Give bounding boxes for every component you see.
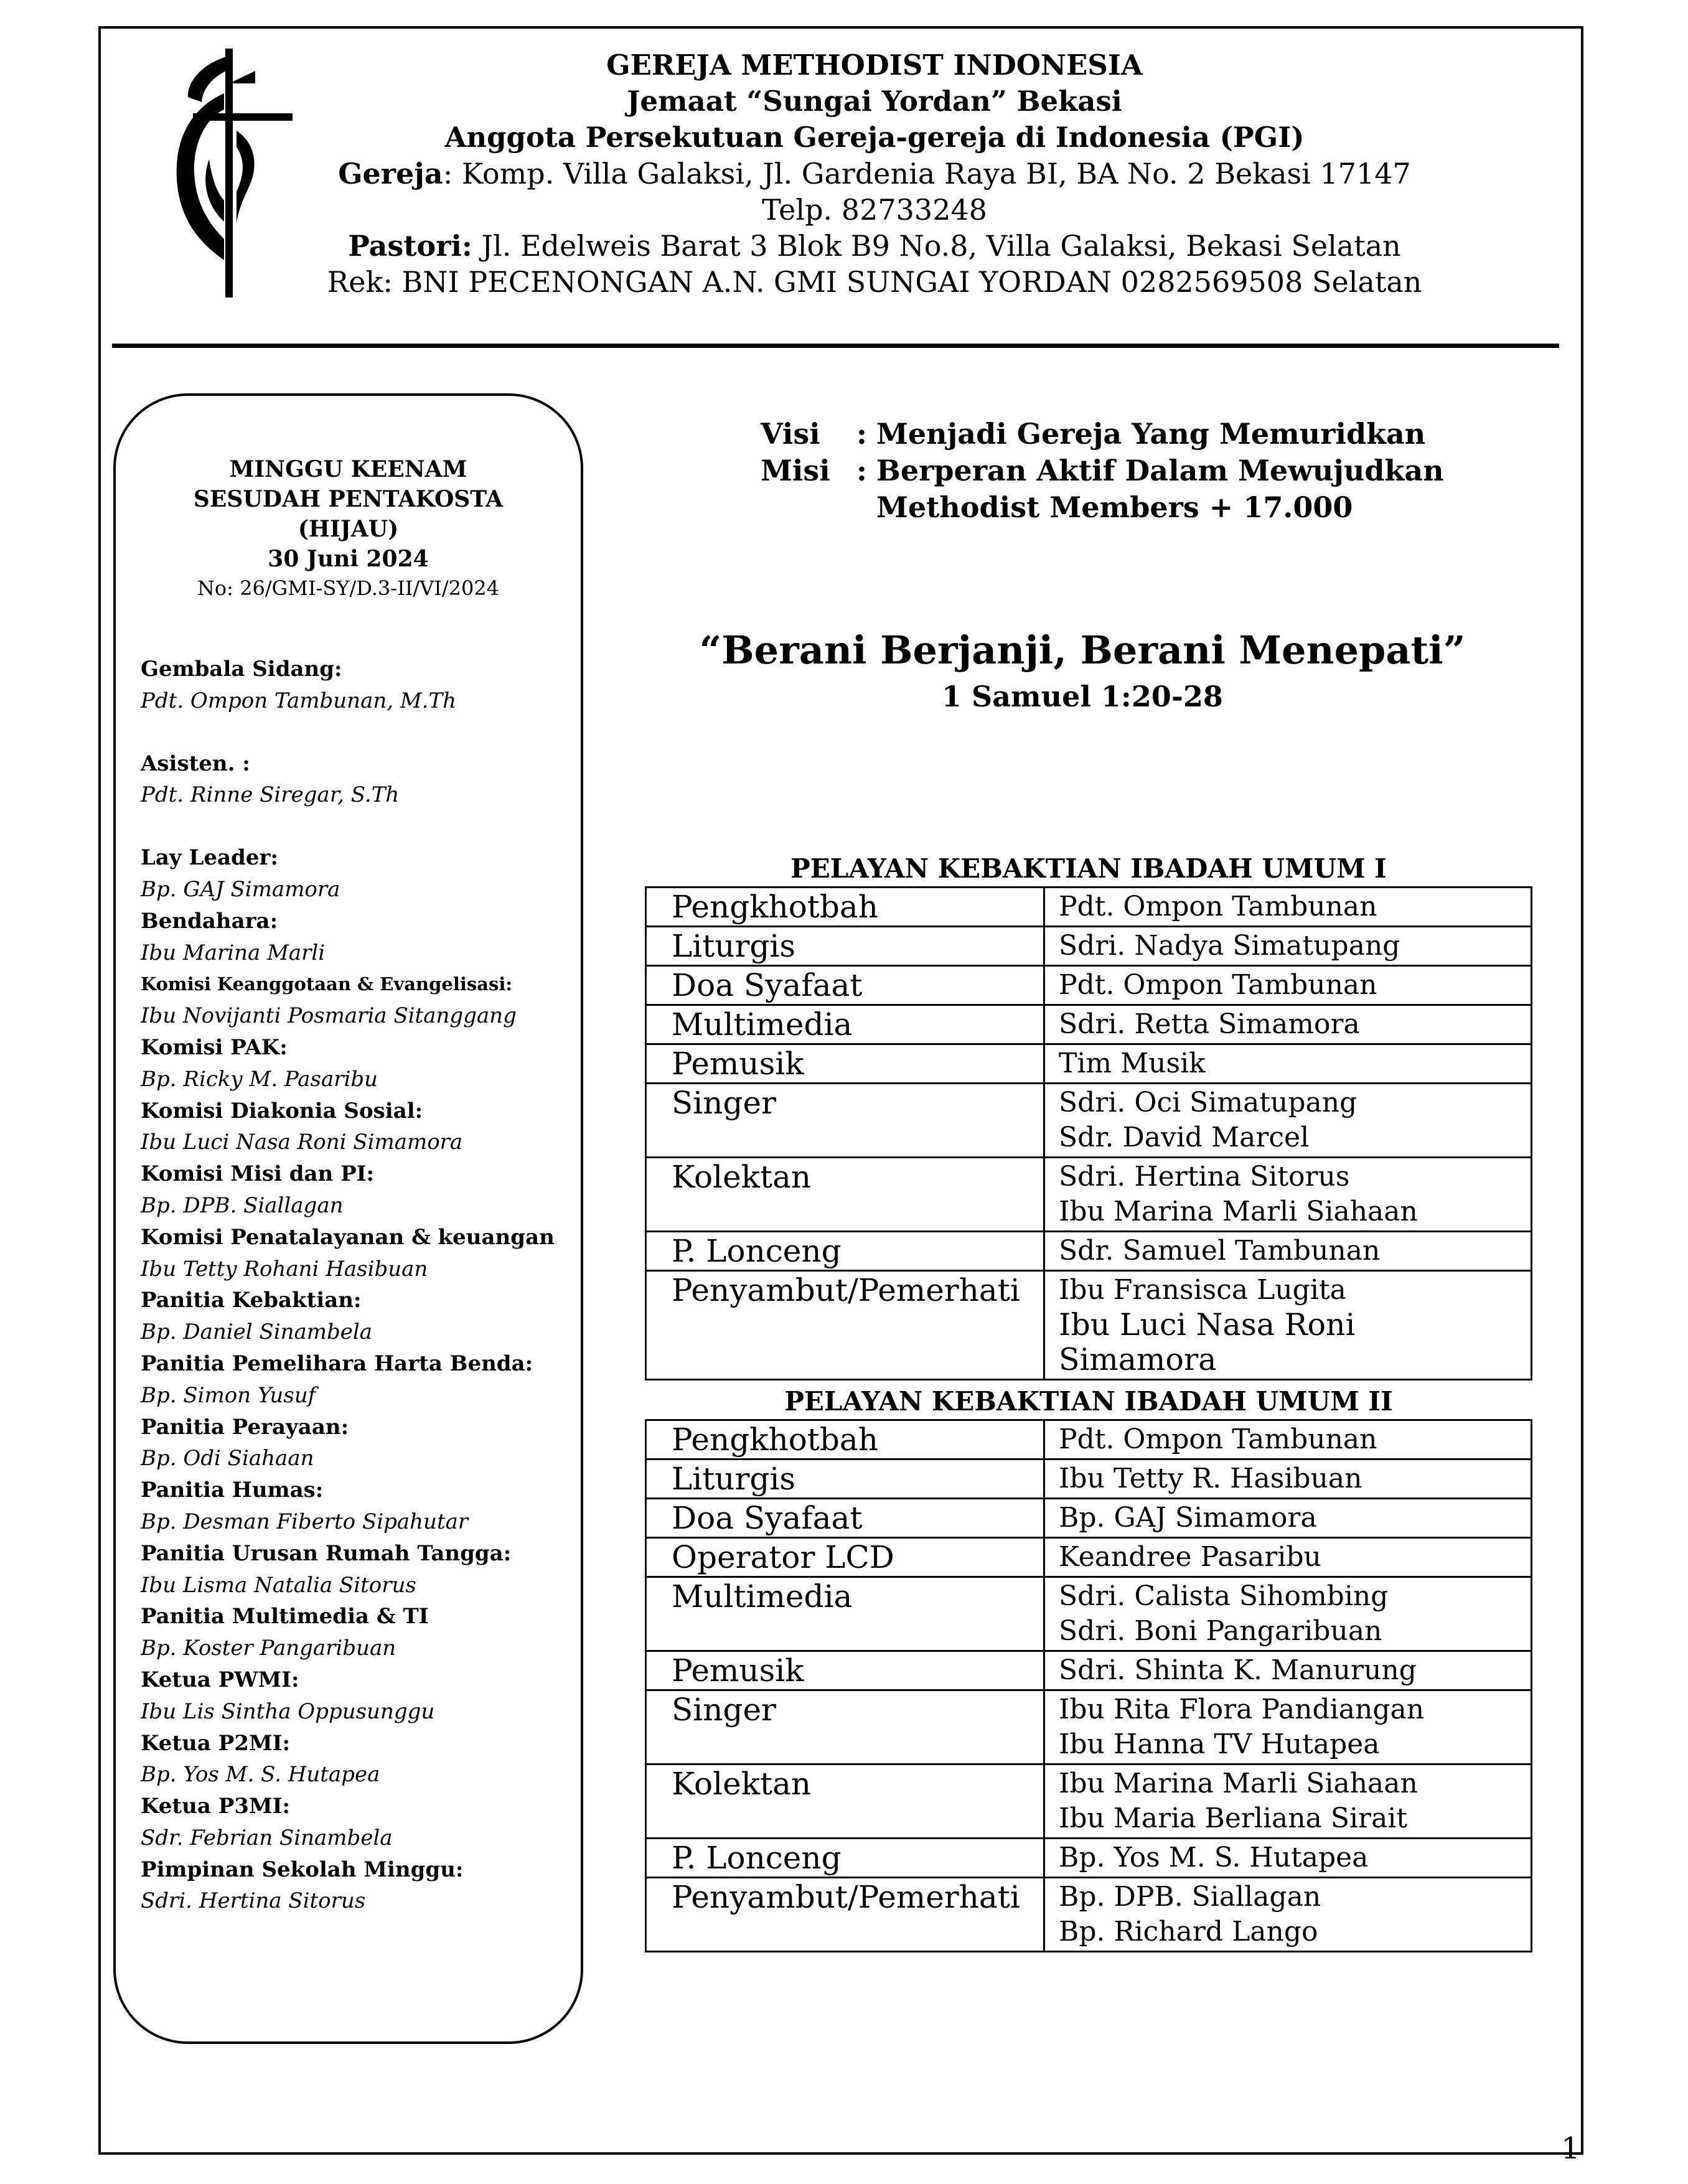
page-number: 1 <box>1561 2131 1580 2166</box>
staff-role: Panitia Kebaktian: <box>141 1288 362 1313</box>
role-cell: Penyambut/Pemerhati <box>646 1878 1044 1952</box>
role-cell: Pengkhotbah <box>646 1420 1044 1460</box>
person-name: Sdri. Shinta K. Manurung <box>1059 1654 1417 1686</box>
table-row <box>646 1499 1532 1538</box>
person-name: Ibu Marina Marli Siahaan <box>1059 1768 1418 1799</box>
table-row <box>646 1651 1532 1690</box>
staff-name: Bp. Daniel Sinambela <box>141 1319 373 1345</box>
person-name: Ibu Luci Nasa Roni Simamora <box>1059 1307 1356 1377</box>
role-cell: Liturgis <box>646 927 1044 966</box>
staff-name: Sdri. Hertina Sitorus <box>141 1888 366 1914</box>
role-cell: Multimedia <box>646 1577 1044 1651</box>
role-cell: Singer <box>646 1084 1044 1158</box>
person-name: Ibu Tetty R. Hasibuan <box>1059 1463 1362 1494</box>
role-cell: Singer <box>646 1690 1044 1765</box>
service-date: 30 Juni 2024 <box>268 546 429 572</box>
staff-name: Ibu Lis Sintha Oppusunggu <box>141 1699 435 1724</box>
service2-table <box>645 1419 1532 1952</box>
staff-name: Bp. Ricky M. Pasaribu <box>141 1066 378 1092</box>
staff-role: Panitia Humas: <box>141 1478 324 1503</box>
person-name: Sdri. Boni Pangaribuan <box>1059 1615 1382 1647</box>
staff-list <box>141 654 564 1917</box>
service1-title: PELAYAN KEBAKTIAN IBADAH UMUM I <box>790 853 1387 884</box>
role-cell: Liturgis <box>646 1460 1044 1499</box>
person-cell <box>1044 1839 1532 1878</box>
liturgical-week: MINGGU KEENAM <box>229 456 467 482</box>
table-row <box>646 1765 1532 1839</box>
role-cell: Multimedia <box>646 1005 1044 1044</box>
staff-name: Pdt. Rinne Siregar, S.Th <box>141 782 400 808</box>
staff-name: Ibu Novijanti Posmaria Sitanggang <box>141 1003 517 1029</box>
person-name: Sdri. Calista Sihombing <box>1059 1580 1389 1612</box>
staff-role: Panitia Urusan Rumah Tangga: <box>141 1540 512 1566</box>
table-row <box>646 1158 1532 1232</box>
person-cell <box>1044 1878 1532 1952</box>
church-address-label: Gereja <box>338 157 443 190</box>
person-cell <box>1044 1084 1532 1158</box>
person-cell <box>1044 1577 1532 1651</box>
vision-label: Visi <box>761 417 820 451</box>
table-row <box>646 1460 1532 1499</box>
staff-role: Ketua PWMI: <box>141 1667 299 1692</box>
person-cell <box>1044 1460 1532 1499</box>
bank-account: Rek: BNI PECENONGAN A.N. GMI SUNGAI YORDAN 0282569508 Selatan <box>327 265 1422 299</box>
liturgical-season: SESUDAH PENTAKOSTA <box>193 486 504 512</box>
person-cell <box>1044 1158 1532 1232</box>
table-row <box>646 888 1532 927</box>
staff-name: Bp. Simon Yusuf <box>141 1382 316 1408</box>
staff-name: Ibu Tetty Rohani Hasibuan <box>141 1256 428 1282</box>
church-name: GEREJA METHODIST INDONESIA <box>606 49 1143 82</box>
person-cell <box>1044 1538 1532 1577</box>
table-row <box>646 1232 1532 1271</box>
service2-title: PELAYAN KEBAKTIAN IBADAH UMUM II <box>784 1386 1393 1417</box>
role-cell: Doa Syafaat <box>646 1499 1044 1538</box>
table-row <box>646 927 1532 966</box>
person-cell <box>1044 1499 1532 1538</box>
person-name: Sdri. Retta Simamora <box>1059 1008 1360 1040</box>
person-name: Ibu Marina Marli Siahaan <box>1059 1196 1418 1227</box>
role-cell: Pemusik <box>646 1651 1044 1690</box>
staff-name: Bp. Yos M. S. Hutapea <box>141 1762 380 1788</box>
person-name: Sdri. Nadya Simatupang <box>1059 930 1400 962</box>
person-name: Pdt. Ompon Tambunan <box>1059 1423 1377 1455</box>
mission-row-2 <box>761 489 1444 526</box>
sermon-theme: “Berani Berjanji, Berani Menepati” <box>699 627 1466 673</box>
table-row <box>646 1044 1532 1084</box>
mission-colon: : <box>856 454 867 487</box>
person-name: Sdr. Samuel Tambunan <box>1059 1235 1381 1267</box>
telephone: Telp. 82733248 <box>762 193 987 227</box>
role-cell: Pengkhotbah <box>646 888 1044 927</box>
role-cell: Kolektan <box>646 1765 1044 1839</box>
person-cell <box>1044 927 1532 966</box>
vision-text: Menjadi Gereja Yang Memuridkan <box>876 417 1426 451</box>
staff-role: Komisi Misi dan PI: <box>141 1161 375 1187</box>
staff-name: Bp. Desman Fiberto Sipahutar <box>141 1509 469 1534</box>
person-name: Sdri. Hertina Sitorus <box>1059 1161 1350 1193</box>
role-cell: Pemusik <box>646 1044 1044 1084</box>
staff-role: Panitia Multimedia & TI <box>141 1604 429 1629</box>
parsonage-address <box>299 228 1450 264</box>
mission-text-2: Methodist Members + 17.000 <box>876 490 1353 524</box>
mission-label: Misi <box>761 454 830 487</box>
parsonage-text: Jl. Edelweis Barat 3 Blok B9 No.8, Villa Galaksi, Bekasi Selatan <box>472 229 1401 263</box>
church-header <box>299 47 1450 300</box>
church-address <box>299 156 1450 192</box>
scripture-reference: 1 Samuel 1:20-28 <box>941 680 1224 713</box>
congregation-name: Jemaat “Sungai Yordan” Bekasi <box>627 85 1122 118</box>
person-name: Ibu Hanna TV Hutapea <box>1059 1728 1380 1760</box>
table-row <box>646 1005 1532 1044</box>
bulletin-number: No: 26/GMI-SY/D.3-II/VI/2024 <box>197 576 500 600</box>
person-cell <box>1044 1765 1532 1839</box>
role-cell: P. Lonceng <box>646 1839 1044 1878</box>
sidebar-box <box>113 393 583 2044</box>
person-name: Bp. Richard Lango <box>1059 1916 1318 1947</box>
table-row <box>646 966 1532 1005</box>
header-divider <box>112 344 1559 348</box>
staff-name: Pdt. Ompon Tambunan, M.Th <box>141 688 457 713</box>
person-name: Tim Musik <box>1059 1047 1206 1079</box>
staff-name: Bp. GAJ Simamora <box>141 876 340 902</box>
staff-role: Ketua P3MI: <box>141 1794 291 1819</box>
staff-name: Bp. Odi Siahaan <box>141 1446 314 1471</box>
staff-name: Ibu Marina Marli <box>141 940 326 965</box>
staff-name: Ibu Lisma Natalia Sitorus <box>141 1572 416 1598</box>
staff-role: Komisi Keanggotaan & Evangelisasi: <box>141 973 513 995</box>
staff-role: Lay Leader: <box>141 845 278 871</box>
table-row <box>646 1878 1532 1952</box>
person-cell <box>1044 1232 1532 1271</box>
table-row <box>646 1271 1532 1380</box>
church-address-text: : Komp. Villa Galaksi, Jl. Gardenia Raya BI, BA No. 2 Bekasi 17147 <box>443 157 1411 190</box>
person-cell <box>1044 1651 1532 1690</box>
person-name: Keandree Pasaribu <box>1059 1541 1321 1573</box>
vision-row <box>761 416 1444 452</box>
person-name: Sdri. Oci Simatupang <box>1059 1087 1357 1118</box>
person-name: Bp. GAJ Simamora <box>1059 1502 1317 1534</box>
table-row <box>646 1577 1532 1651</box>
person-name: Pdt. Ompon Tambunan <box>1059 969 1377 1001</box>
staff-role: Bendahara: <box>141 908 278 934</box>
affiliation: Anggota Persekutuan Gereja-gereja di Indonesia (PGI) <box>444 121 1305 154</box>
person-name: Sdr. David Marcel <box>1059 1122 1310 1153</box>
vision-colon: : <box>856 417 867 451</box>
staff-role: Asisten. : <box>141 751 250 776</box>
table-row <box>646 1690 1532 1765</box>
staff-role: Komisi Penatalayanan & keuangan <box>141 1224 555 1250</box>
role-cell: P. Lonceng <box>646 1232 1044 1271</box>
liturgical-title <box>116 454 581 574</box>
service1-table <box>645 886 1532 1380</box>
staff-name: Sdr. Febrian Sinambela <box>141 1825 393 1850</box>
person-cell <box>1044 1271 1532 1380</box>
parsonage-label: Pastori: <box>348 229 472 263</box>
role-cell: Kolektan <box>646 1158 1044 1232</box>
staff-role: Panitia Perayaan: <box>141 1414 349 1440</box>
person-cell <box>1044 966 1532 1005</box>
staff-name: Bp. Koster Pangaribuan <box>141 1636 396 1661</box>
table-row <box>646 1420 1532 1460</box>
mission-text-1: Berperan Aktif Dalam Mewujudkan <box>876 454 1444 487</box>
vision-mission <box>761 416 1444 526</box>
role-cell: Penyambut/Pemerhati <box>646 1271 1044 1380</box>
person-name: Ibu Maria Berliana Sirait <box>1059 1802 1408 1834</box>
table-row <box>646 1538 1532 1577</box>
person-cell <box>1044 1420 1532 1460</box>
staff-name: Ibu Luci Nasa Roni Simamora <box>141 1130 463 1155</box>
mission-row <box>761 452 1444 489</box>
person-name: Ibu Fransisca Lugita <box>1059 1274 1346 1306</box>
person-cell <box>1044 1044 1532 1084</box>
person-name: Bp. DPB. Siallagan <box>1059 1881 1321 1913</box>
staff-role: Komisi Diakonia Sosial: <box>141 1098 423 1123</box>
staff-name: Bp. DPB. Siallagan <box>141 1193 344 1218</box>
staff-role: Pimpinan Sekolah Minggu: <box>141 1857 464 1882</box>
staff-role: Gembala Sidang: <box>141 657 342 682</box>
person-name: Ibu Rita Flora Pandiangan <box>1059 1694 1425 1725</box>
person-name: Pdt. Ompon Tambunan <box>1059 891 1377 922</box>
person-cell <box>1044 888 1532 927</box>
liturgical-color: (HIJAU) <box>298 516 399 542</box>
role-cell: Operator LCD <box>646 1538 1044 1577</box>
staff-role: Panitia Pemelihara Harta Benda: <box>141 1351 533 1376</box>
person-cell <box>1044 1690 1532 1765</box>
person-name: Bp. Yos M. S. Hutapea <box>1059 1842 1369 1873</box>
staff-role: Ketua P2MI: <box>141 1730 291 1756</box>
staff-role: Komisi PAK: <box>141 1034 288 1060</box>
role-cell: Doa Syafaat <box>646 966 1044 1005</box>
table-row <box>646 1839 1532 1878</box>
table-row <box>646 1084 1532 1158</box>
person-cell <box>1044 1005 1532 1044</box>
